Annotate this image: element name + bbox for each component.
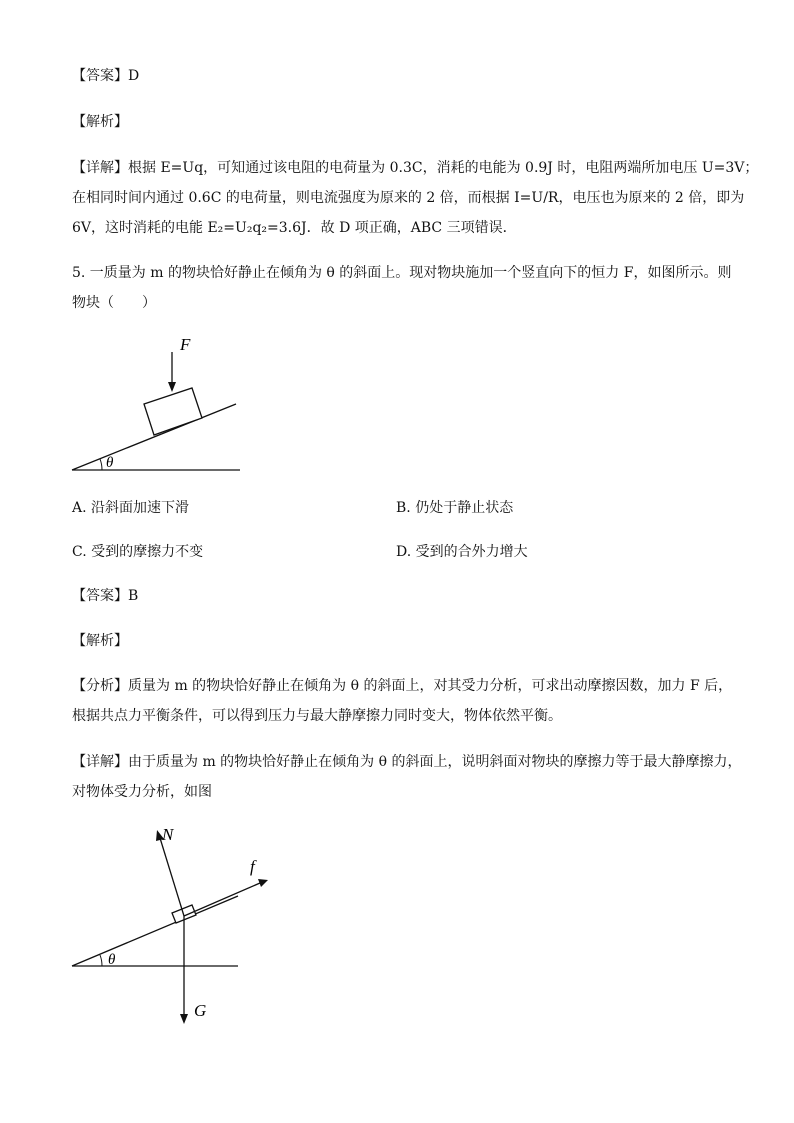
answer-tag: 【答案】	[72, 588, 128, 604]
incline-figure-applied-force	[66, 332, 266, 482]
detail-text: 由于质量为 m 的物块恰好静止在倾角为 θ 的斜面上，说明斜面对物块的摩擦力等于最大静摩擦力，	[128, 754, 742, 770]
q4-analysis-heading: 【解析】	[72, 114, 128, 130]
angle-label: θ	[106, 455, 114, 471]
fenxi-tag: 【分析】	[72, 678, 128, 694]
force-analysis-figure	[66, 822, 286, 1032]
answer-value: D	[128, 68, 140, 84]
option-b[interactable]: B. 仍处于静止状态	[396, 500, 514, 516]
q5-stem-line-2: 物块（ ）	[72, 295, 156, 311]
angle-arc	[100, 955, 102, 966]
incline-surface	[72, 896, 238, 966]
friction-label: f	[250, 857, 255, 876]
option-a[interactable]: A. 沿斜面加速下滑	[72, 500, 190, 516]
angle-arc	[100, 459, 102, 470]
answer-value: B	[128, 588, 139, 604]
q4-detail-line-3: 6V，这时消耗的电能 E₂=U₂q₂=3.6J．故 D 项正确，ABC 三项错误．	[72, 220, 517, 236]
option-c[interactable]: C. 受到的摩擦力不变	[72, 544, 204, 560]
detail-tag: 【详解】	[72, 160, 128, 176]
q5-fenxi-line-1	[72, 676, 732, 696]
q4-answer	[72, 66, 139, 86]
q5-detail-line-2: 对物体受力分析，如图	[72, 784, 212, 800]
gravity-label: G	[194, 1001, 207, 1020]
detail-tag: 【详解】	[72, 754, 128, 770]
detail-text: 根据 E=Uq，可知通过该电阻的电荷量为 0.3C，消耗的电能为 0.9J 时，电阻两端所加电压 U=3V；	[128, 160, 759, 176]
fenxi-text: 质量为 m 的物块恰好静止在倾角为 θ 的斜面上，对其受力分析，可求出动摩擦因数，加力 F 后，	[128, 678, 733, 694]
q5-answer	[72, 586, 138, 606]
angle-label: θ	[108, 952, 116, 968]
force-label: F	[180, 335, 191, 354]
q5-analysis-heading: 【解析】	[72, 633, 128, 649]
normal-force-label: N	[162, 825, 174, 844]
answer-tag: 【答案】	[72, 68, 128, 84]
friction-arrow-head	[258, 879, 268, 887]
friction-arrow-shaft	[184, 883, 260, 916]
q5-stem-line-1: 5. 一质量为 m 的物块恰好静止在倾角为 θ 的斜面上。现对物块施加一个竖直向下的恒力 F，如图所示。则	[72, 265, 732, 281]
block	[144, 388, 202, 435]
q4-detail-line-2: 在相同时间内通过 0.6C 的电荷量，则电流强度为原来的 2 倍，而根据 I=U/R，电压也为原来的 2 倍，即为	[72, 190, 745, 206]
q4-detail-line-1	[72, 158, 758, 178]
option-d[interactable]: D. 受到的合外力增大	[396, 544, 528, 560]
force-arrow-head	[168, 382, 176, 392]
q5-detail-line-1	[72, 752, 742, 772]
gravity-arrow-head	[180, 1014, 188, 1024]
q5-fenxi-line-2: 根据共点力平衡条件，可以得到压力与最大静摩擦力同时变大，物体依然平衡。	[72, 708, 562, 724]
normal-force-arrow-shaft	[160, 838, 184, 916]
